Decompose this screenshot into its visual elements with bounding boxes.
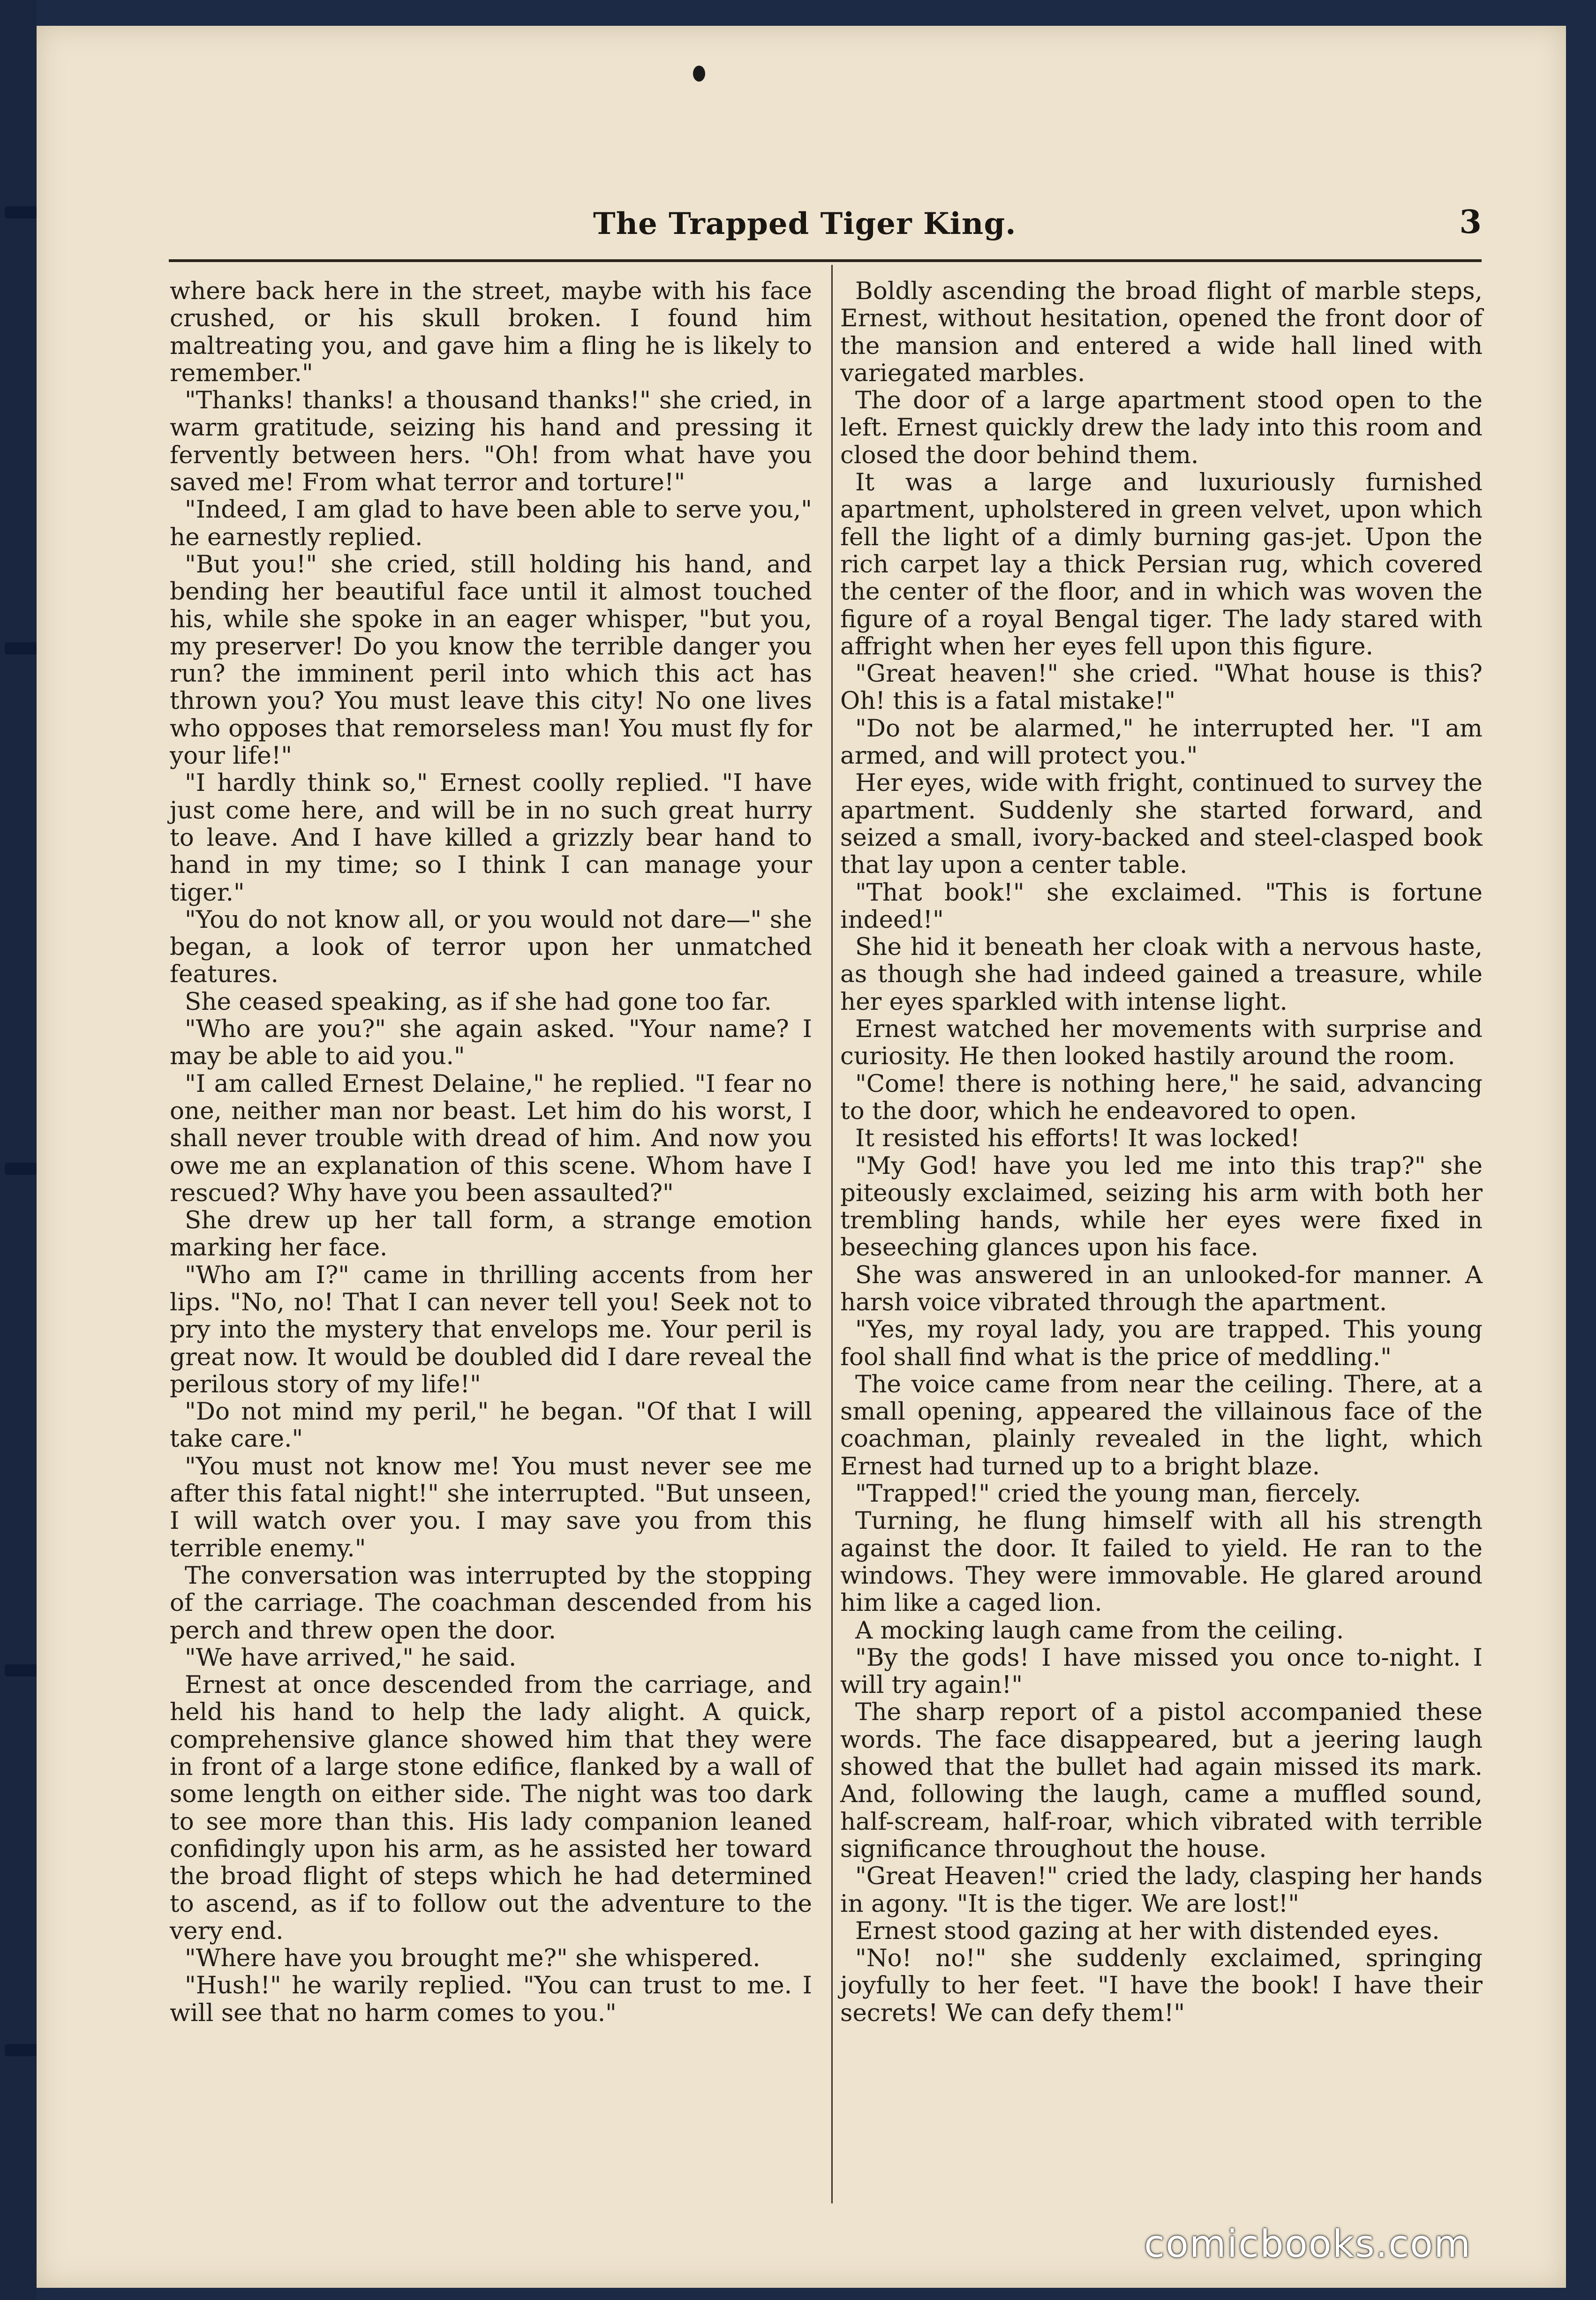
paragraph: "No! no!" she suddenly exclaimed, springing joyfully to her feet. "I have the book! I have their secrets! We can defy them!" [840, 1944, 1483, 2027]
header-rule [169, 259, 1482, 262]
paragraph: A mocking laugh came from the ceiling. [855, 1616, 1344, 1645]
paragraph: She hid it beneath her cloak with a nervous haste, as though she had indeed gained a treasure, while her eyes sparkled with intense light. [840, 933, 1483, 1016]
paragraph: "Thanks! thanks! a thousand thanks!" she cried, in warm gratitude, seizing his hand and pressing it fervently between hers. "Oh! from what have you saved me! From what terror and torture!" [170, 386, 812, 497]
column-divider [831, 265, 833, 2203]
paragraph: "Yes, my royal lady, you are trapped. This young fool shall find what is the price of meddling." [840, 1315, 1483, 1371]
paragraph: "Hush!" he warily replied. "You can trust to me. I will see that no harm comes to you." [170, 1971, 812, 2027]
binding-stitch [5, 1664, 38, 1676]
text-column-left [170, 278, 812, 2027]
paragraph: "Where have you brought me?" she whispered. [185, 1944, 760, 1973]
paragraph: "Great heaven!" she cried. "What house is this? Oh! this is a fatal mistake!" [840, 660, 1483, 715]
paragraph: Ernest at once descended from the carriage, and held his hand to help the lady alight. A quick, comprehensive glance showed him that they were in front of a large stone edifice, flanked by a wall of some length on either side. The night was too dark to see more than this. His lady companion leaned confidingly upon his arm, as he assisted her toward the broad flight of steps which he had determined to ascend, as if to follow out the adventure to the very end. [170, 1671, 812, 1945]
paragraph: "Trapped!" cried the young man, fiercely. [855, 1480, 1362, 1508]
page-title: The Trapped Tiger King. [593, 206, 1016, 241]
paragraph: "That book!" she exclaimed. "This is fortune indeed!" [840, 878, 1483, 934]
text-column-right [840, 278, 1483, 2027]
paragraph: "But you!" she cried, still holding his hand, and bending her beautiful face until it almost touched his, while she spoke in an eager whisper, "but you, my preserver! Do you know the terrible danger you run? the imminent peril into which this act has thrown you? You must leave this city! No one lives who opposes that remorseless man! You must fly for your life!" [170, 550, 812, 770]
paragraph: Ernest stood gazing at her with distended eyes. [855, 1917, 1440, 1945]
paragraph: Ernest watched her movements with surprise and curiosity. He then looked hastily around the room. [840, 1015, 1483, 1071]
paragraph: "Great Heaven!" cried the lady, clasping her hands in agony. "It is the tiger. We are lost!" [840, 1862, 1483, 1918]
paragraph: "Who am I?" came in thrilling accents from her lips. "No, no! That I can never tell you! Seek not to pry into the mystery that envelops me. Your peril is great now. It would be doubled did I dare reveal the perilous story of my life!" [170, 1261, 812, 1398]
paragraph: "Who are you?" she again asked. "Your name? I may be able to aid you." [170, 1015, 812, 1071]
paragraph: It resisted his efforts! It was locked! [855, 1124, 1300, 1153]
binding-stitch [5, 642, 38, 654]
binding-stitch [5, 2044, 38, 2056]
paragraph: "My God! have you led me into this trap?" she piteously exclaimed, seizing his arm with both her trembling hands, while her eyes were fixed in beseeching glances upon his face. [840, 1151, 1483, 1262]
site-watermark: comicbooks.com [1144, 2222, 1472, 2266]
paragraph: It was a large and luxuriously furnished apartment, upholstered in green velvet, upon which fell the light of a dimly burning gas-jet. Upon the rich carpet lay a thick Persian rug, which covered the center of the floor, and in which was woven the figure of a royal Bengal tiger. The lady stared with affright when her eyes fell upon this figure. [840, 468, 1483, 661]
page-number: 3 [1459, 203, 1482, 241]
paragraph: "I am called Ernest Delaine," he replied. "I fear no one, neither man nor beast. Let him do his worst, I shall never trouble with dread of him. And now you owe me an explanation of this scene. Whom have I rescued? Why have you been assaulted?" [170, 1069, 812, 1207]
paragraph: "We have arrived," he said. [185, 1643, 517, 1672]
paragraph: She ceased speaking, as if she had gone too far. [185, 987, 772, 1016]
paragraph: "I hardly think so," Ernest coolly replied. "I have just come here, and will be in no such great hurry to leave. And I have killed a grizzly bear hand to hand in my time; so I think I can manage your tiger." [170, 769, 812, 907]
paragraph: "Come! there is nothing here," he said, advancing to the door, which he endeavored to open. [840, 1069, 1483, 1125]
paragraph: "Do not be alarmed," he interrupted her. "I am armed, and will protect you." [840, 714, 1483, 770]
binding-stitch [5, 1163, 38, 1175]
ink-blot [693, 66, 705, 82]
binding-stitch [5, 206, 38, 218]
paragraph: The conversation was interrupted by the stopping of the carriage. The coachman descended from his perch and threw open the door. [170, 1561, 812, 1645]
paragraph: The door of a large apartment stood open to the left. Ernest quickly drew the lady into this room and closed the door behind them. [840, 386, 1483, 469]
paragraph: She was answered in an unlooked-for manner. A harsh voice vibrated through the apartment. [840, 1261, 1483, 1316]
paragraph: "Indeed, I am glad to have been able to serve you," he earnestly replied. [170, 496, 812, 551]
paragraph: where back here in the street, maybe with his face crushed, or his skull broken. I found him maltreating you, and gave him a fling he is likely to remember." [170, 277, 812, 387]
paragraph: "By the gods! I have missed you once to-night. I will try again!" [840, 1643, 1483, 1699]
paragraph: "You do not know all, or you would not dare—" she began, a look of terror upon her unmatched features. [170, 905, 812, 989]
paragraph: Turning, he flung himself with all his strength against the door. It failed to yield. He ran to the windows. They were immovable. He glared around him like a caged lion. [840, 1507, 1483, 1617]
paragraph: Her eyes, wide with fright, continued to survey the apartment. Suddenly she started forward, and seized a small, ivory-backed and steel-clasped book that lay upon a center table. [840, 769, 1483, 879]
paragraph: The sharp report of a pistol accompanied these words. The face disappeared, but a jeering laugh showed that the bullet had again missed its mark. And, following the laugh, came a muffled sound, half-scream, half-roar, which vibrated with terrible significance throughout the house. [840, 1698, 1483, 1863]
paragraph: "You must not know me! You must never see me after this fatal night!" she interrupted. "But unseen, I will watch over you. I may save you from this terrible enemy." [170, 1452, 812, 1563]
running-header [169, 192, 1482, 244]
paragraph: The voice came from near the ceiling. There, at a small opening, appeared the villainous face of the coachman, plainly revealed in the light, which Ernest had turned up to a bright blaze. [840, 1370, 1483, 1481]
binding-spine [0, 0, 37, 2300]
paragraph: She drew up her tall form, a strange emotion marking her face. [170, 1206, 812, 1262]
paragraph: Boldly ascending the broad flight of marble steps, Ernest, without hesitation, opened the front door of the mansion and entered a wide hall lined with variegated marbles. [840, 277, 1483, 387]
paragraph: "Do not mind my peril," he began. "Of that I will take care." [170, 1398, 812, 1453]
